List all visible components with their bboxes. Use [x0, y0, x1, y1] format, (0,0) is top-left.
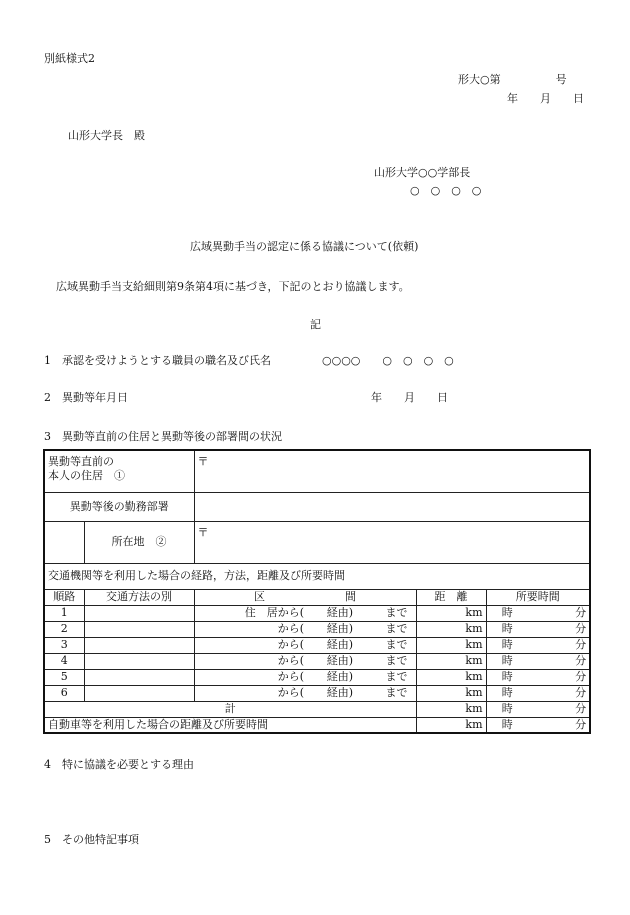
route-order: 5 — [44, 669, 84, 685]
route-via: 経由) — [307, 621, 356, 637]
sender-organization: 山形大学○○学部長 — [374, 166, 471, 179]
location-spacer — [44, 521, 84, 563]
item-2-label: 2 異動等年月日 — [44, 391, 128, 404]
postal-mark: 〒 — [197, 455, 209, 468]
route-method — [84, 637, 194, 653]
total-distance: km — [416, 701, 486, 717]
route-row — [44, 637, 590, 653]
addressee: 山形大学長 殿 — [68, 129, 145, 142]
header-distance: 距 離 — [416, 589, 486, 605]
route-method — [84, 605, 194, 621]
car-minute: 分 — [528, 717, 590, 733]
ki-heading: 記 — [310, 318, 321, 331]
route-order: 6 — [44, 685, 84, 701]
route-order: 4 — [44, 653, 84, 669]
sender-name: ○ ○ ○ ○ — [410, 184, 482, 197]
route-order: 3 — [44, 637, 84, 653]
car-hour: 時 — [486, 717, 528, 733]
residence-label: 異動等直前の 本人の住居 ① — [44, 450, 194, 492]
route-hour: 時 — [486, 669, 528, 685]
route-method — [84, 621, 194, 637]
route-row — [44, 605, 590, 621]
document-date: 年 月 日 — [507, 92, 584, 105]
item-5-label: 5 その他特記事項 — [44, 833, 139, 846]
residence-address-cell — [194, 450, 590, 492]
route-hour: 時 — [486, 605, 528, 621]
status-table — [43, 449, 591, 734]
car-distance: km — [416, 717, 486, 733]
route-distance: km — [416, 605, 486, 621]
item-1-label: 1 承認を受けようとする職員の職名及び氏名 — [44, 354, 271, 367]
route-hour: 時 — [486, 621, 528, 637]
route-from: 住 居から( — [194, 605, 307, 621]
postal-mark: 〒 — [197, 525, 209, 539]
route-row — [44, 685, 590, 701]
route-to: まで — [356, 637, 416, 653]
route-order: 1 — [44, 605, 84, 621]
header-order: 順路 — [44, 589, 84, 605]
route-distance: km — [416, 685, 486, 701]
route-from: から( — [194, 637, 307, 653]
route-method — [84, 653, 194, 669]
total-hour: 時 — [486, 701, 528, 717]
header-method: 交通方法の別 — [84, 589, 194, 605]
route-hour: 時 — [486, 685, 528, 701]
route-via: 経由) — [307, 605, 356, 621]
route-minute: 分 — [528, 637, 590, 653]
route-via: 経由) — [307, 685, 356, 701]
route-to: まで — [356, 621, 416, 637]
route-via: 経由) — [307, 653, 356, 669]
route-hour: 時 — [486, 653, 528, 669]
document-title: 広域異動手当の認定に係る協議について(依頼) — [190, 240, 419, 253]
location-address-cell — [194, 521, 590, 563]
route-minute: 分 — [528, 621, 590, 637]
route-minute: 分 — [528, 653, 590, 669]
route-minute: 分 — [528, 685, 590, 701]
location-label: 所在地 ② — [84, 521, 194, 563]
item-4-label: 4 特に協議を必要とする理由 — [44, 758, 194, 771]
route-distance: km — [416, 621, 486, 637]
route-from: から( — [194, 685, 307, 701]
total-minute: 分 — [528, 701, 590, 717]
item-1-value: ○○○○ ○ ○ ○ ○ — [322, 354, 454, 367]
route-from: から( — [194, 669, 307, 685]
route-hour: 時 — [486, 637, 528, 653]
route-distance: km — [416, 653, 486, 669]
route-via: 経由) — [307, 669, 356, 685]
route-minute: 分 — [528, 605, 590, 621]
car-label: 自動車等を利用した場合の距離及び所要時間 — [44, 717, 416, 733]
header-time: 所要時間 — [486, 589, 590, 605]
item-3-label: 3 異動等直前の住居と異動等後の部署間の状況 — [44, 430, 282, 443]
document-number: 形大○第 号 — [458, 73, 567, 86]
route-distance: km — [416, 669, 486, 685]
route-to: まで — [356, 669, 416, 685]
route-method — [84, 685, 194, 701]
route-minute: 分 — [528, 669, 590, 685]
route-from: から( — [194, 653, 307, 669]
route-row — [44, 669, 590, 685]
header-section: 区 間 — [194, 589, 416, 605]
route-row — [44, 621, 590, 637]
total-label: 計 — [44, 701, 416, 717]
route-order: 2 — [44, 621, 84, 637]
route-to: まで — [356, 653, 416, 669]
route-from: から( — [194, 621, 307, 637]
route-via: 経由) — [307, 637, 356, 653]
route-method — [84, 669, 194, 685]
dept-label: 異動等後の勤務部署 — [44, 492, 194, 521]
route-distance: km — [416, 637, 486, 653]
intro-text: 広域異動手当支給細則第9条第4項に基づき，下記のとおり協議します。 — [56, 280, 410, 293]
dept-cell — [194, 492, 590, 521]
transit-heading: 交通機関等を利用した場合の経路，方法，距離及び所要時間 — [44, 563, 590, 589]
form-label: 別紙様式2 — [44, 52, 95, 65]
route-row — [44, 653, 590, 669]
route-to: まで — [356, 605, 416, 621]
route-to: まで — [356, 685, 416, 701]
item-2-value: 年 月 日 — [371, 391, 448, 404]
